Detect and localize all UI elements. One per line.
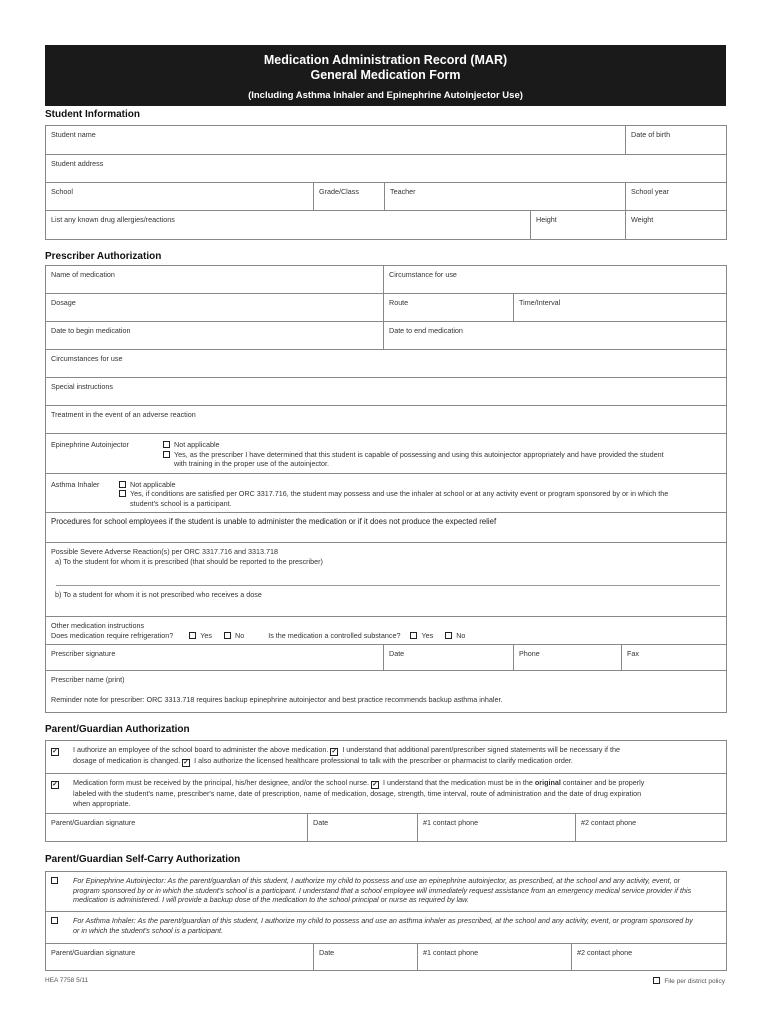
parent-date-field[interactable]: Date — [308, 814, 418, 842]
prescriber-reminder: Reminder note for prescriber: ORC 3313.718 requires backup epinephrine autoinjector and best practice recommends backup asthma inhaler. — [51, 694, 503, 704]
asthma-not-applicable-label: Not applicable — [130, 479, 176, 489]
controlled-question: Is the medication a controlled substance? — [268, 630, 401, 640]
refrigeration-yes-checkbox[interactable] — [189, 632, 196, 639]
file-policy — [653, 977, 725, 985]
epi-yes-text: Yes, as the prescriber I have determined that this student is capable of possessing and using this autoinjector appropriately and have provided the student — [174, 449, 664, 459]
adverse-treatment-field[interactable]: Treatment in the event of an adverse reaction — [46, 406, 727, 434]
self-carry-date-field[interactable]: Date — [314, 944, 418, 971]
prescriber-fax-field[interactable]: Fax — [622, 645, 727, 671]
circumstance-for-use-field[interactable]: Circumstance for use — [384, 266, 727, 294]
allergies-field[interactable]: List any known drug allergies/reactions — [46, 211, 531, 240]
controlled-no-checkbox[interactable] — [445, 632, 452, 639]
self-carry-contact2-field[interactable]: #2 contact phone — [572, 944, 727, 971]
parent-auth2-text-a: Medication form must be received by the principal, his/her designee, and/or the school nurse. — [73, 778, 370, 787]
procedures-field[interactable]: Procedures for school employees if the student is unable to administer the medication or if it does not produce the expected relief — [46, 513, 727, 543]
student-info-table — [45, 125, 727, 240]
asthma-yes-text-2: student's school is a participant. — [130, 498, 232, 508]
prescriber-phone-field[interactable]: Phone — [514, 645, 622, 671]
date-begin-field[interactable]: Date to begin medication — [46, 322, 384, 350]
parent-auth2b-checkbox[interactable]: ✓ — [372, 781, 378, 788]
parent-heading: Parent/Guardian Authorization — [45, 724, 190, 735]
weight-field[interactable]: Weight — [626, 211, 727, 240]
dosage-field[interactable]: Dosage — [46, 294, 384, 322]
parent-authorization-2 — [46, 774, 727, 814]
prescriber-heading: Prescriber Authorization — [45, 251, 162, 262]
self-carry-signature-field[interactable]: Parent/Guardian signature — [46, 944, 314, 971]
form-header — [45, 45, 726, 106]
parent-authorization-1 — [46, 741, 727, 774]
self-carry-heading: Parent/Guardian Self-Carry Authorization — [45, 854, 241, 865]
refrigeration-no-label: No — [235, 630, 245, 640]
asthma-label: Asthma Inhaler — [51, 479, 100, 489]
prescriber-name-label: Prescriber name (print) — [51, 675, 125, 684]
grade-class-field[interactable]: Grade/Class — [314, 183, 385, 211]
self-carry-epi-text-2: program sponsored by or in which the student's school is a participant. I understand that a school employee will immediately request assistance from an emergency medical service provider if this — [73, 885, 692, 895]
controlled-no-label: No — [456, 630, 466, 640]
refrigeration-no-checkbox[interactable] — [224, 632, 231, 639]
self-carry-asthma-text-2: or in which the student's school is a participant. — [73, 925, 223, 935]
date-end-field[interactable]: Date to end medication — [384, 322, 727, 350]
asthma-yes-checkbox[interactable] — [119, 490, 126, 497]
time-interval-field[interactable]: Time/Interval — [514, 294, 727, 322]
parent-auth2-checkbox[interactable]: ✓ — [52, 781, 58, 788]
form-title-line2: General Medication Form — [310, 68, 461, 82]
parent-auth1b-checkbox[interactable]: ✓ — [331, 748, 338, 755]
form-title-line1: Medication Administration Record (MAR) — [263, 53, 508, 67]
epi-yes-checkbox[interactable] — [163, 451, 170, 458]
medication-name-field[interactable]: Name of medication — [46, 266, 384, 294]
parent-auth2-text-b: I understand that the medication must be in the — [383, 778, 533, 787]
parent-auth2-original: original — [534, 778, 561, 787]
epi-not-applicable-checkbox[interactable] — [163, 441, 170, 448]
severe-reaction-b: b) To a student for whom it is not prescribed who receives a dose — [55, 590, 262, 599]
parent-auth1-text: I authorize an employee of the school board to administer the above medication. — [73, 745, 329, 754]
file-policy-checkbox[interactable] — [653, 977, 660, 984]
prescriber-signature-field[interactable]: Prescriber signature — [46, 645, 384, 671]
prescriber-table — [45, 265, 727, 713]
epi-not-applicable-label: Not applicable — [174, 440, 220, 449]
refrigeration-question: Does medication require refrigeration? — [51, 630, 174, 640]
self-carry-epi-text-1: For Epinephrine Autoinjector: As the parent/guardian of this student, I authorize my child to possess and use an epinephrine autoinjector, as prescribed, at the school and any activity, event, or — [73, 876, 681, 885]
parent-auth1-checkbox[interactable]: ✓ — [52, 748, 58, 755]
self-carry-epi-text-3: medication is administered. I will provide a backup dose of the medication to the school principal or nurse as required by law. — [73, 895, 469, 904]
form-code: HEA 7758 5/11 — [45, 977, 89, 984]
parent-signature-field[interactable]: Parent/Guardian signature — [46, 814, 308, 842]
parent-auth2-text-2: labeled with the student's name, prescriber's name, date of prescription, name of medication, dosage, strength, time interval, route of administration and the date of drug expiration — [73, 789, 642, 798]
self-carry-contact1-field[interactable]: #1 contact phone — [418, 944, 572, 971]
parent-table — [45, 740, 727, 842]
asthma-not-applicable-checkbox[interactable] — [119, 481, 126, 488]
self-carry-asthma — [46, 912, 727, 944]
parent-contact1-field[interactable]: #1 contact phone — [418, 814, 576, 842]
severe-reactions-field[interactable] — [46, 543, 727, 617]
circumstances-field[interactable]: Circumstances for use — [46, 350, 727, 378]
self-carry-epi-checkbox[interactable] — [51, 877, 58, 884]
other-instructions-field[interactable] — [46, 617, 727, 645]
parent-auth2-text-c: container and be properly — [562, 778, 645, 787]
self-carry-epinephrine — [46, 872, 727, 912]
self-carry-table — [45, 871, 727, 971]
epinephrine-label: Epinephrine Autoinjector — [51, 440, 129, 449]
parent-auth1-text-2b: I also authorize the licensed healthcare professional to talk with the prescriber or pharmacist to clarify medication order. — [194, 756, 573, 765]
asthma-row — [46, 473, 727, 513]
file-policy-label: File per district policy — [664, 978, 725, 985]
teacher-field[interactable]: Teacher — [385, 183, 626, 211]
severe-reaction-a: a) To the student for whom it is prescribed (that should be reported to the prescriber) — [55, 556, 323, 566]
self-carry-asthma-checkbox[interactable] — [51, 917, 58, 924]
student-address-field[interactable]: Student address — [46, 155, 727, 183]
student-name-field[interactable]: Student name — [46, 126, 626, 155]
prescriber-name-field[interactable] — [46, 671, 727, 713]
parent-auth1-mid: I understand that additional parent/prescriber signed statements will be necessary if the — [342, 745, 620, 754]
parent-auth2-text-3: when appropriate. — [73, 798, 131, 808]
asthma-yes-text: Yes, if conditions are satisfied per ORC 3317.716, the student may possess and use the inhaler at school or at any activity event or program sponsored by or in which the — [130, 489, 669, 498]
other-instructions-label: Other medication instructions — [51, 621, 145, 630]
parent-contact2-field[interactable]: #2 contact phone — [576, 814, 727, 842]
controlled-yes-label: Yes — [421, 630, 434, 640]
refrigeration-yes-label: Yes — [200, 630, 212, 640]
school-field[interactable]: School — [46, 183, 314, 211]
date-of-birth-field[interactable]: Date of birth — [626, 126, 727, 155]
form-subtitle: (Including Asthma Inhaler and Epinephrine Autoinjector Use) — [248, 90, 523, 101]
parent-auth1c-checkbox[interactable]: ✓ — [183, 759, 190, 766]
route-field[interactable]: Route — [384, 294, 514, 322]
epi-yes-text-2: with training in the proper use of the autoinjector. — [174, 459, 330, 468]
parent-auth1-text-2a: dosage of medication is changed. — [73, 756, 181, 765]
controlled-yes-checkbox[interactable] — [410, 632, 417, 639]
school-year-field[interactable]: School year — [626, 183, 727, 211]
self-carry-asthma-text-1: For Asthma Inhaler: As the parent/guardian of this student, I authorize my child to possess and use an asthma inhaler as prescribed, at the school and any activity, event, or program sponsored by — [73, 916, 693, 925]
student-info-heading: Student Information — [45, 109, 140, 120]
severe-reactions-label: Possible Severe Adverse Reaction(s) per ORC 3317.716 and 3313.718 — [51, 547, 278, 556]
height-field[interactable]: Height — [531, 211, 626, 240]
prescriber-date-field[interactable]: Date — [384, 645, 514, 671]
epinephrine-row — [46, 434, 727, 474]
special-instructions-field[interactable]: Special instructions — [46, 378, 727, 406]
